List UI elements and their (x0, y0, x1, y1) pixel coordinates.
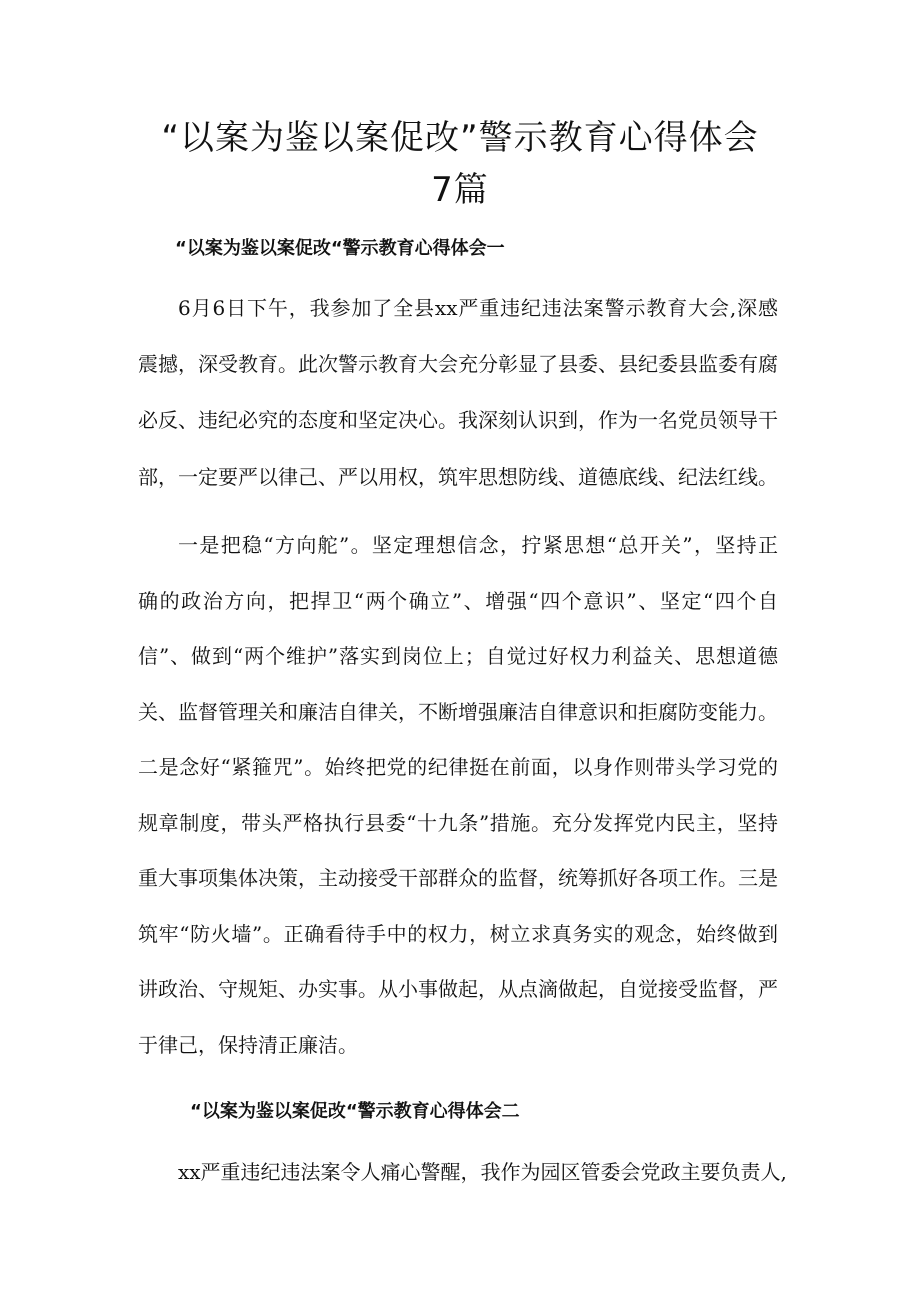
section1-paragraph1-line1: 6月6日下午，我参加了全县xx严重违纪违法案警示教育大会,深感 (178, 296, 778, 320)
section1-paragraph1-line3: 必反、违纪必究的态度和坚定决心。我深刻认识到，作为一名党员领导干 (138, 408, 778, 432)
section1-paragraph2-line6: 规章制度，带头严格执行县委“十九条”措施。充分发挥党内民主，坚持 (138, 811, 778, 835)
section1-paragraph2-line5: 二是念好“紧箍咒”。始终把党的纪律挺在前面，以身作则带头学习党的 (138, 755, 778, 779)
section1-paragraph2-line2: 确的政治方向，把捍卫“两个确立”、增强“四个意识”、坚定“四个自 (138, 589, 778, 613)
section1-paragraph1-line4: 部，一定要严以律己、严以用权，筑牢思想防线、道德底线、纪法红线。 (138, 465, 778, 489)
section1-paragraph2-line8: 筑牢“防火墙”。正确看待手中的权力，树立求真务实的观念，始终做到 (138, 922, 778, 946)
section1-paragraph2-line1: 一是把稳“方向舵”。坚定理想信念，拧紧思想“总开关”，坚持正 (178, 533, 778, 557)
section1-paragraph2-line9: 讲政治、守规矩、办实事。从小事做起，从点滴做起，自觉接受监督，严 (138, 977, 778, 1001)
section2-paragraph1-line1: xx严重违纪违法案令人痛心警醒，我作为园区管委会党政主要负责人, (178, 1160, 787, 1184)
section1-paragraph2-line7: 重大事项集体决策，主动接受干部群众的监督，统筹抓好各项工作。三是 (138, 866, 778, 890)
section1-paragraph1-line2: 震撼，深受教育。此次警示教育大会充分彰显了县委、县纪委县监委有腐 (138, 352, 778, 376)
document-title-line2: 7篇 (431, 170, 489, 210)
document-title-line1: “以案为鉴以案促改”警示教育心得体会 (161, 118, 759, 158)
section1-paragraph2-line10: 于律己，保持清正廉洁。 (138, 1033, 358, 1057)
section2-heading: “以案为鉴以案促改“警示教育心得体会二 (190, 1101, 520, 1122)
section1-paragraph2-line4: 关、监督管理关和廉洁自律关，不断增强廉洁自律意识和拒腐防变能力。 (138, 700, 778, 724)
section1-heading: “以案为鉴以案促改“警示教育心得体会一 (175, 238, 505, 259)
section1-paragraph2-line3: 信”、做到“两个维护”落实到岗位上；自觉过好权力利益关、思想道德 (138, 644, 778, 668)
